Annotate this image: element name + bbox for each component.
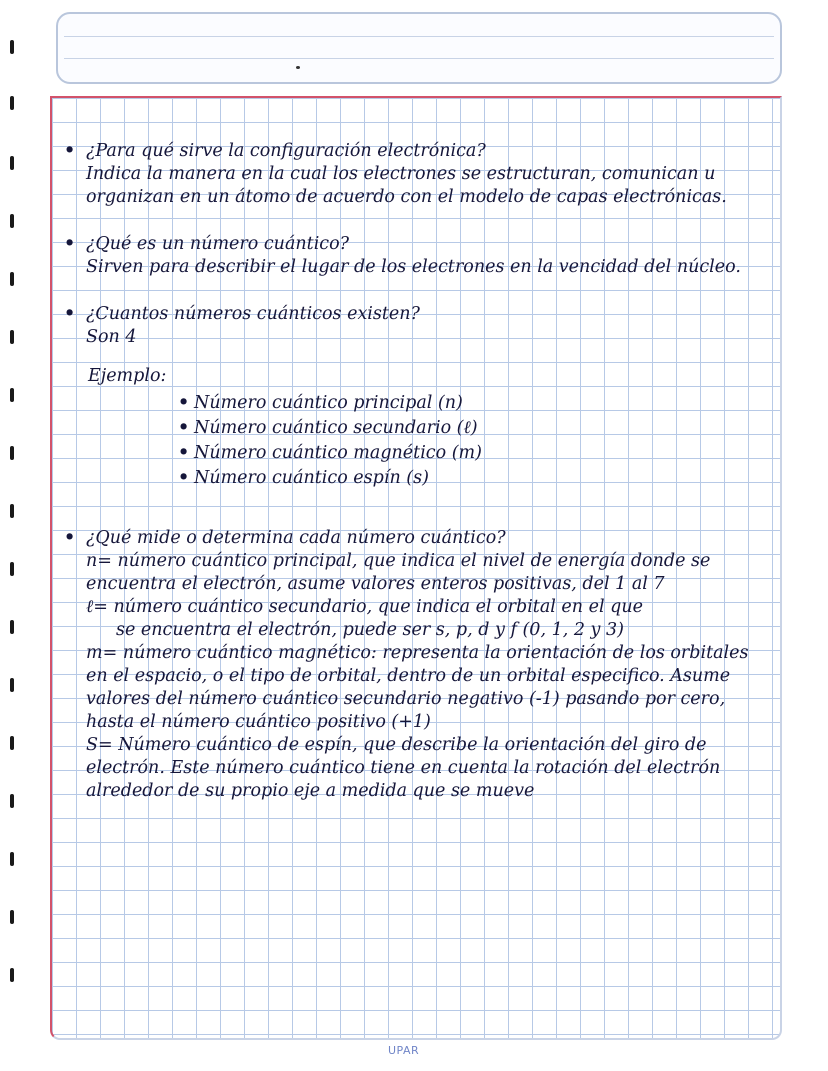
- binding-dot: [10, 388, 14, 402]
- example-list: [178, 392, 764, 489]
- binding-dot: [10, 794, 14, 808]
- binding-dot: [10, 156, 14, 170]
- example-item-text: Número cuántico secundario (ℓ): [194, 418, 478, 438]
- bullet-icon: •: [64, 141, 76, 161]
- answer-text: Son 4: [86, 327, 137, 347]
- binding-dot: [10, 40, 14, 54]
- bullet-icon: •: [178, 443, 190, 463]
- answer-text: Indica la manera en la cual los electrones se estructuran, comunican u organizan en un átomo de acuerdo con el modelo de capas electrónicas.: [86, 164, 727, 207]
- answer-text: Sirven para describir el lugar de los electrones en la vencidad del núcleo.: [86, 257, 741, 277]
- binding-dot: [10, 736, 14, 750]
- ink-dot: [296, 66, 300, 69]
- question-text: ¿Qué es un número cuántico?: [86, 234, 350, 254]
- example-label: Ejemplo:: [88, 366, 167, 386]
- example-item-text: Número cuántico magnético (m): [194, 443, 482, 463]
- binding-dot: [10, 910, 14, 924]
- bullet-icon: •: [178, 418, 190, 438]
- binding-dot: [10, 272, 14, 286]
- list-item: [178, 392, 764, 414]
- binding-dot: [10, 968, 14, 982]
- bullet-icon: •: [178, 468, 190, 488]
- tab-rule-line: [64, 58, 774, 59]
- question-row: [64, 303, 764, 326]
- question-text: ¿Cuantos números cuánticos existen?: [86, 304, 420, 324]
- binding-dot: [10, 504, 14, 518]
- example-item-text: Número cuántico principal (n): [194, 393, 463, 413]
- bullet-icon: •: [64, 304, 76, 324]
- section-que-mide: [64, 527, 764, 803]
- list-item: [178, 442, 764, 464]
- binding-dot: [10, 852, 14, 866]
- list-item: [178, 467, 764, 489]
- example-item-text: Número cuántico espín (s): [194, 468, 429, 488]
- question-row: [64, 233, 764, 256]
- binding-dot: [10, 446, 14, 460]
- binding-dot: [10, 562, 14, 576]
- notebook-brand-logo: UPAR: [388, 1044, 420, 1057]
- definition-l: ℓ= número cuántico secundario, que indica el orbital en el que: [86, 597, 643, 617]
- binding-dot: [10, 96, 14, 110]
- section-numero-cuantico: [64, 233, 764, 279]
- notes-content: [64, 140, 764, 827]
- binding-dot: [10, 620, 14, 634]
- question-text: ¿Para qué sirve la configuración electrónica?: [86, 141, 486, 161]
- definition-n: n= número cuántico principal, que indica el nivel de energía donde se encuentra el electrón, asume valores enteros positivas, del 1 al 7: [86, 551, 711, 594]
- question-text: ¿Qué mide o determina cada número cuántico?: [86, 528, 506, 548]
- question-row: [64, 527, 764, 550]
- bullet-icon: •: [64, 234, 76, 254]
- notebook-header-tab: [56, 12, 782, 84]
- binding-dot: [10, 678, 14, 692]
- section-configuracion: [64, 140, 764, 209]
- definition-l-continued: se encuentra el electrón, puede ser s, p, d y f (0, 1, 2 y 3): [116, 620, 624, 640]
- bullet-icon: •: [178, 393, 190, 413]
- bullet-icon: •: [64, 528, 76, 548]
- definition-m: m= número cuántico magnético: representa la orientación de los orbitales en el espacio, o el tipo de orbital, dentro de un orbital especifico. Asume valores del número cuántico secundario negativo (-1) pasando por cero, hasta el número cuántico positivo (+1): [86, 643, 749, 732]
- definition-s: S= Número cuántico de espín, que describe la orientación del giro de electrón. Este número cuántico tiene en cuenta la rotación del electrón alrededor de su propio eje a medida que se mueve: [86, 735, 721, 801]
- question-row: [64, 140, 764, 163]
- tab-rule-line: [64, 36, 774, 37]
- section-cuantos: [64, 303, 764, 489]
- binding-dot: [10, 214, 14, 228]
- list-item: [178, 417, 764, 439]
- binding-dot: [10, 330, 14, 344]
